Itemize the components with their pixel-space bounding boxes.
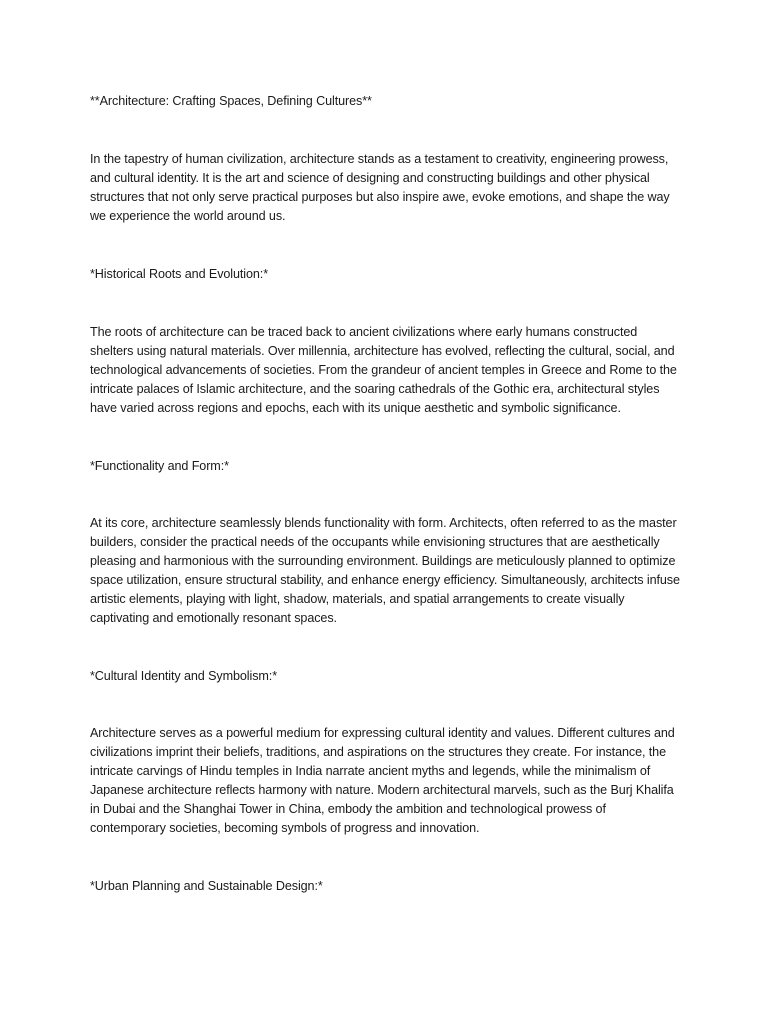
section-heading-urban: *Urban Planning and Sustainable Design:* — [90, 879, 323, 893]
section-heading-historical: *Historical Roots and Evolution:* — [90, 267, 268, 281]
intro-paragraph: In the tapestry of human civilization, architecture stands as a testament to creativity, engineering prowess, and cultural identity. It is the art and science of designing and constructing buildings and other physical structures that not only serve practical purposes but also inspire awe, evoke emotions, and shape the way we experience the world around us. — [90, 152, 670, 223]
document-title: **Architecture: Crafting Spaces, Defining Cultures** — [90, 94, 372, 108]
section-body-cultural: Architecture serves as a powerful medium for expressing cultural identity and values. Different cultures and civilizations imprint their beliefs, traditions, and aspirations on the structures they create. For instance, the intricate carvings of Hindu temples in India narrate ancient myths and legends, while the minimalism of Japanese architecture reflects harmony with nature. Modern architectural marvels, such as the Burj Khalifa in Dubai and the Shanghai Tower in China, embody the ambition and technological prowess of contemporary societies, becoming symbols of progress and innovation. — [90, 726, 675, 835]
section-body-functionality: At its core, architecture seamlessly blends functionality with form. Architects, often referred to as the master builders, consider the practical needs of the occupants while envisioning structures that are aesthetically pleasing and harmonious with the surrounding environment. Buildings are meticulously planned to optimize space utilization, ensure structural stability, and enhance energy efficiency. Simultaneously, architects infuse artistic elements, playing with light, shadow, materials, and spatial arrangements to create visually captivating and emotionally resonant spaces. — [90, 516, 680, 625]
section-body-historical: The roots of architecture can be traced back to ancient civilizations where early humans constructed shelters using natural materials. Over millennia, architecture has evolved, reflecting the cultural, social, and technological advancements of societies. From the grandeur of ancient temples in Greece and Rome to the intricate palaces of Islamic architecture, and the soaring cathedrals of the Gothic era, architectural styles have varied across regions and epochs, each with its unique aesthetic and symbolic significance. — [90, 325, 677, 415]
section-heading-cultural: *Cultural Identity and Symbolism:* — [90, 669, 277, 683]
section-heading-functionality: *Functionality and Form:* — [90, 459, 229, 473]
